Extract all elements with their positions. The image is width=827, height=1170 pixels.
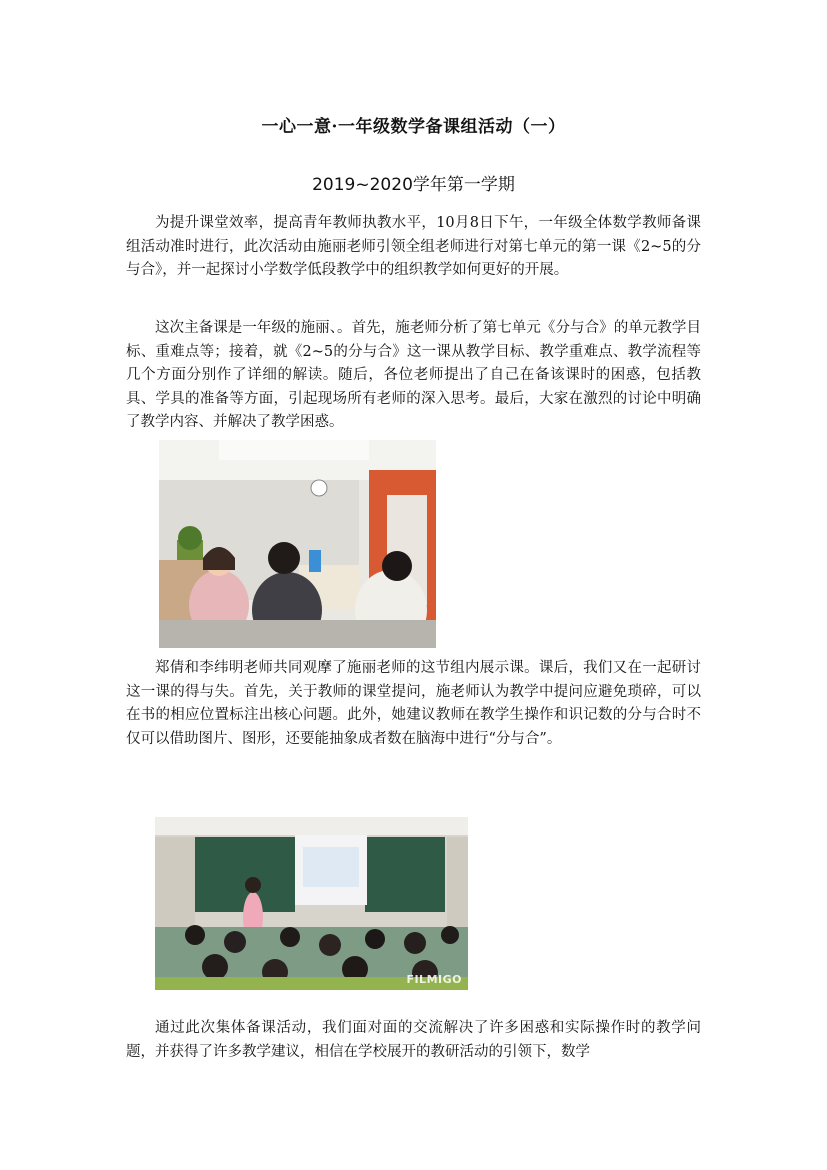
meeting-photo — [159, 440, 436, 648]
classroom-photo — [155, 817, 468, 990]
paragraph-4: 通过此次集体备课活动，我们面对面的交流解决了许多困惑和实际操作时的教学问题，并获得了许多教学建议，相信在学校展开的教研活动的引领下，数学 — [126, 1020, 701, 1060]
document-subtitle: 2019~2020学年第一学期 — [312, 175, 515, 195]
paragraph-3: 郑倩和李纬明老师共同观摩了施丽老师的这节组内展示课。课后，我们又在一起研讨这一课的得与失。首先，关于教师的课堂提问，施老师认为教学中提问应避免琐碎，可以在书的相应位置标注出核心问题。此外，她建议教师在教学生操作和识记数的分与合时不仅可以借助图片、图形，还要能抽象成者数在脑海中进行“分与合”。 — [126, 660, 701, 747]
document-title: 一心一意·一年级数学备课组活动（一） — [261, 117, 566, 137]
filmigo-watermark: FILMIGO — [406, 973, 462, 986]
paragraph-1: 为提升课堂效率，提高青年教师执教水平，10月8日下午，一年级全体数学教师备课组活动准时进行，此次活动由施丽老师引领全组老师进行对第七单元的第一课《2~5的分与合》，并一起探讨小学数学低段教学中的组织教学如何更好的开展。 — [126, 215, 701, 278]
paragraph-2: 这次主备课是一年级的施丽、。首先，施老师分析了第七单元《分与合》的单元教学目标、重难点等；接着，就《2~5的分与合》这一课从教学目标、教学重难点、教学流程等几个方面分别作了详细的解读。随后，各位老师提出了自己在备该课时的困惑，包括教具、学具的准备等方面，引起现场所有老师的深入思考。最后，大家在激烈的讨论中明确了教学内容、并解决了教学困惑。 — [126, 320, 701, 430]
